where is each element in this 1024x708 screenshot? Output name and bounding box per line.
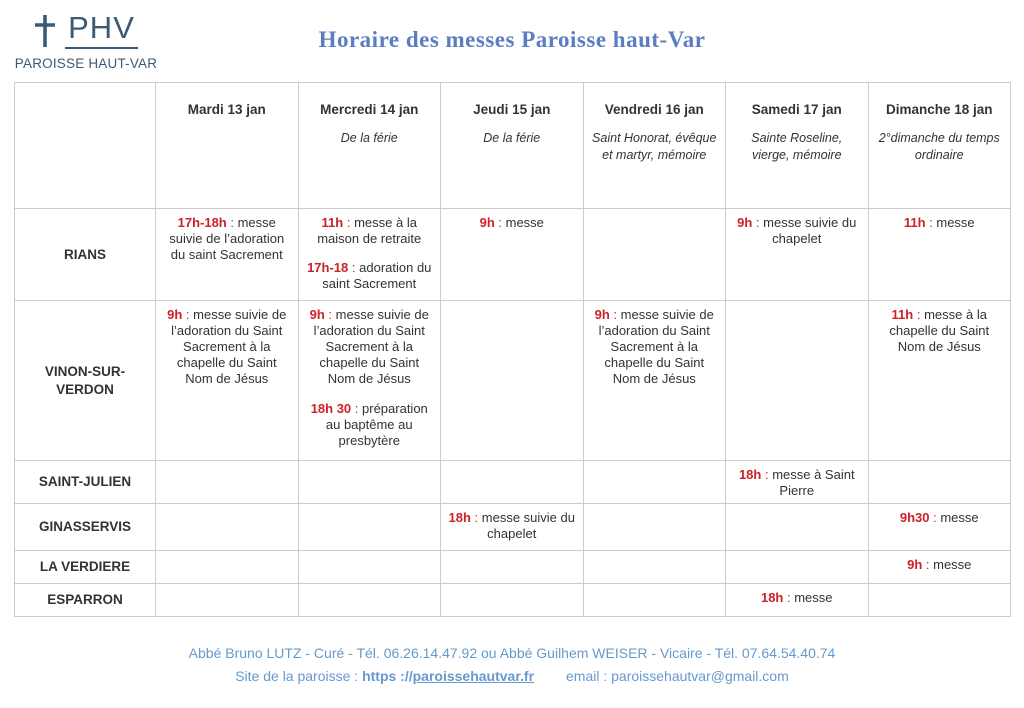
schedule-cell xyxy=(441,301,584,461)
site-protocol: https :// xyxy=(362,668,413,684)
schedule-body xyxy=(15,209,1011,617)
event-separator: : xyxy=(226,215,238,230)
schedule-cell xyxy=(868,461,1011,504)
schedule-cell xyxy=(156,551,299,584)
event-time: 17h-18 xyxy=(307,260,349,276)
schedule-cell xyxy=(156,301,299,461)
event xyxy=(733,215,861,247)
feast-name: Sainte Roseline, vierge, mémoire xyxy=(751,131,843,162)
event-separator: : xyxy=(470,510,482,526)
event-separator: : xyxy=(494,215,506,230)
location-label: VINON-SUR-VERDON xyxy=(15,301,156,461)
table-row xyxy=(15,551,1011,584)
event-time: 18h xyxy=(448,510,471,526)
event-separator: : xyxy=(922,557,934,573)
table-row xyxy=(15,301,1011,461)
contact-line: Abbé Bruno LUTZ - Curé - Tél. 06.26.14.47.92 ou Abbé Guilhem WEISER - Vicaire - Tél. 07.64.54.40.74 xyxy=(188,645,836,661)
event-text: messe à la maison de retraite xyxy=(317,215,422,247)
event-text: messe suivie du chapelet xyxy=(763,215,857,247)
event xyxy=(306,215,434,247)
event-separator: : xyxy=(348,260,360,276)
schedule-cell xyxy=(726,301,869,461)
schedule-cell xyxy=(298,551,441,584)
event xyxy=(306,401,434,449)
email-label: email : xyxy=(566,668,612,684)
event-time: 9h xyxy=(907,557,923,573)
email-address: paroissehautvar@gmail.com xyxy=(611,668,789,684)
event-text: messe suivie de l’adoration du saint Sacrement xyxy=(169,215,285,263)
schedule-header-row xyxy=(15,83,1011,209)
event xyxy=(306,260,434,292)
schedule-cell xyxy=(868,301,1011,461)
event-time: 9h xyxy=(309,307,325,322)
event-time: 9h30 xyxy=(899,510,930,526)
event xyxy=(306,307,434,388)
event-separator: : xyxy=(351,400,363,416)
schedule-cell xyxy=(726,551,869,584)
schedule-cell xyxy=(868,584,1011,617)
schedule-cell xyxy=(583,551,726,584)
schedule-cell xyxy=(441,504,584,551)
schedule-cell xyxy=(583,461,726,504)
table-row xyxy=(15,504,1011,551)
event xyxy=(876,510,1004,526)
schedule-cell xyxy=(298,504,441,551)
event-text: messe à Saint Pierre xyxy=(772,467,855,499)
feast-name: De la férie xyxy=(340,131,398,145)
event-time: 9h xyxy=(167,307,183,322)
day-name: Dimanche 18 jan xyxy=(885,102,993,117)
event xyxy=(876,307,1004,355)
event-separator: : xyxy=(925,215,937,230)
event-text: adoration du saint Sacrement xyxy=(322,260,432,292)
parish-website-link[interactable]: paroissehautvar.fr xyxy=(412,668,535,684)
event-separator: : xyxy=(761,467,773,482)
table-row xyxy=(15,461,1011,504)
schedule-cell xyxy=(726,584,869,617)
schedule-cell xyxy=(298,209,441,301)
event-separator: : xyxy=(752,215,764,230)
event-time: 11h xyxy=(891,307,914,322)
schedule-cell xyxy=(441,461,584,504)
event xyxy=(876,215,1004,231)
event-text: messe xyxy=(933,557,972,573)
schedule-cell xyxy=(156,584,299,617)
event-text: messe suivie de l’adoration du Saint Sacrement à la chapelle du Saint Nom de Jésus xyxy=(598,307,714,387)
schedule-cell xyxy=(156,209,299,301)
mass-schedule-table xyxy=(14,82,1011,617)
day-name: Mardi 13 jan xyxy=(187,102,266,117)
day-header xyxy=(156,83,299,209)
feast-name: Saint Honorat, évêque et martyr, mémoire xyxy=(592,131,717,162)
table-row xyxy=(15,209,1011,301)
event-separator: : xyxy=(609,307,621,322)
location-label: RIANS xyxy=(15,209,156,301)
schedule-cell xyxy=(298,584,441,617)
schedule-cell xyxy=(441,551,584,584)
event-separator: : xyxy=(343,215,355,230)
location-label: GINASSERVIS xyxy=(15,504,156,551)
corner-cell xyxy=(15,83,156,209)
schedule-cell xyxy=(726,461,869,504)
event xyxy=(733,590,861,606)
event-time: 18h xyxy=(738,467,762,482)
event xyxy=(163,215,291,263)
schedule-cell xyxy=(726,504,869,551)
site-label: Site de la paroisse : xyxy=(235,668,363,684)
table-row xyxy=(15,584,1011,617)
event-separator: : xyxy=(929,510,941,526)
schedule-cell xyxy=(298,461,441,504)
feast-name: 2°dimanche du temps ordinaire xyxy=(878,131,1000,162)
event-separator: : xyxy=(182,307,194,322)
event xyxy=(448,510,576,542)
event-text: messe à la chapelle du Saint Nom de Jésus xyxy=(889,307,990,355)
event-time: 9h xyxy=(737,215,753,230)
schedule-cell xyxy=(726,209,869,301)
event-time: 11h xyxy=(321,215,344,230)
event xyxy=(591,307,719,388)
schedule-cell xyxy=(583,209,726,301)
event xyxy=(733,467,861,499)
event-text: messe suivie de l’adoration du Saint Sacrement à la chapelle du Saint Nom de Jésus xyxy=(313,307,429,387)
event-separator: : xyxy=(324,307,336,322)
schedule-cell xyxy=(156,461,299,504)
feast-name: De la férie xyxy=(483,131,541,145)
links-line xyxy=(0,665,1024,688)
day-header xyxy=(441,83,584,209)
event-separator: : xyxy=(783,590,795,606)
day-name: Jeudi 15 jan xyxy=(473,102,551,117)
event-text: messe suivie de l’adoration du Saint Sacrement à la chapelle du Saint Nom de Jésus xyxy=(171,307,287,387)
event-text: messe xyxy=(794,590,833,606)
event-time: 17h-18h xyxy=(177,215,227,230)
footer xyxy=(0,642,1024,688)
page-title: Horaire des messes Paroisse haut-Var xyxy=(318,27,706,52)
logo-parish-name: PAROISSE HAUT-VAR xyxy=(14,56,158,71)
day-name: Mercredi 14 jan xyxy=(320,102,419,117)
schedule-cell xyxy=(868,551,1011,584)
event xyxy=(448,215,576,231)
schedule-cell xyxy=(298,301,441,461)
schedule-cell xyxy=(868,504,1011,551)
event xyxy=(163,307,291,388)
event-time: 18h 30 xyxy=(310,400,352,416)
event-separator: : xyxy=(913,307,925,322)
day-header xyxy=(726,83,869,209)
event-time: 9h xyxy=(479,215,495,230)
schedule-cell xyxy=(156,504,299,551)
event-text: messe xyxy=(940,510,979,526)
location-label: SAINT-JULIEN xyxy=(15,461,156,504)
schedule-cell xyxy=(868,209,1011,301)
schedule-cell xyxy=(583,301,726,461)
logo-acronym: PHV xyxy=(65,10,138,49)
schedule-cell xyxy=(583,504,726,551)
schedule-cell xyxy=(441,584,584,617)
event xyxy=(876,557,1004,573)
day-header xyxy=(868,83,1011,209)
event-text: préparation au baptême au presbytère xyxy=(325,400,428,448)
schedule-cell xyxy=(441,209,584,301)
event-text: messe suivie du chapelet xyxy=(481,510,575,542)
event-text: messe xyxy=(936,215,975,230)
location-label: LA VERDIERE xyxy=(15,551,156,584)
event-time: 9h xyxy=(594,307,610,322)
event-text: messe xyxy=(505,215,544,230)
schedule-cell xyxy=(583,584,726,617)
event-time: 11h xyxy=(903,215,926,230)
event-time: 18h xyxy=(760,590,784,606)
location-label: ESPARRON xyxy=(15,584,156,617)
day-name: Samedi 17 jan xyxy=(751,102,842,117)
day-name: Vendredi 16 jan xyxy=(604,102,704,117)
day-header xyxy=(298,83,441,209)
day-header xyxy=(583,83,726,209)
